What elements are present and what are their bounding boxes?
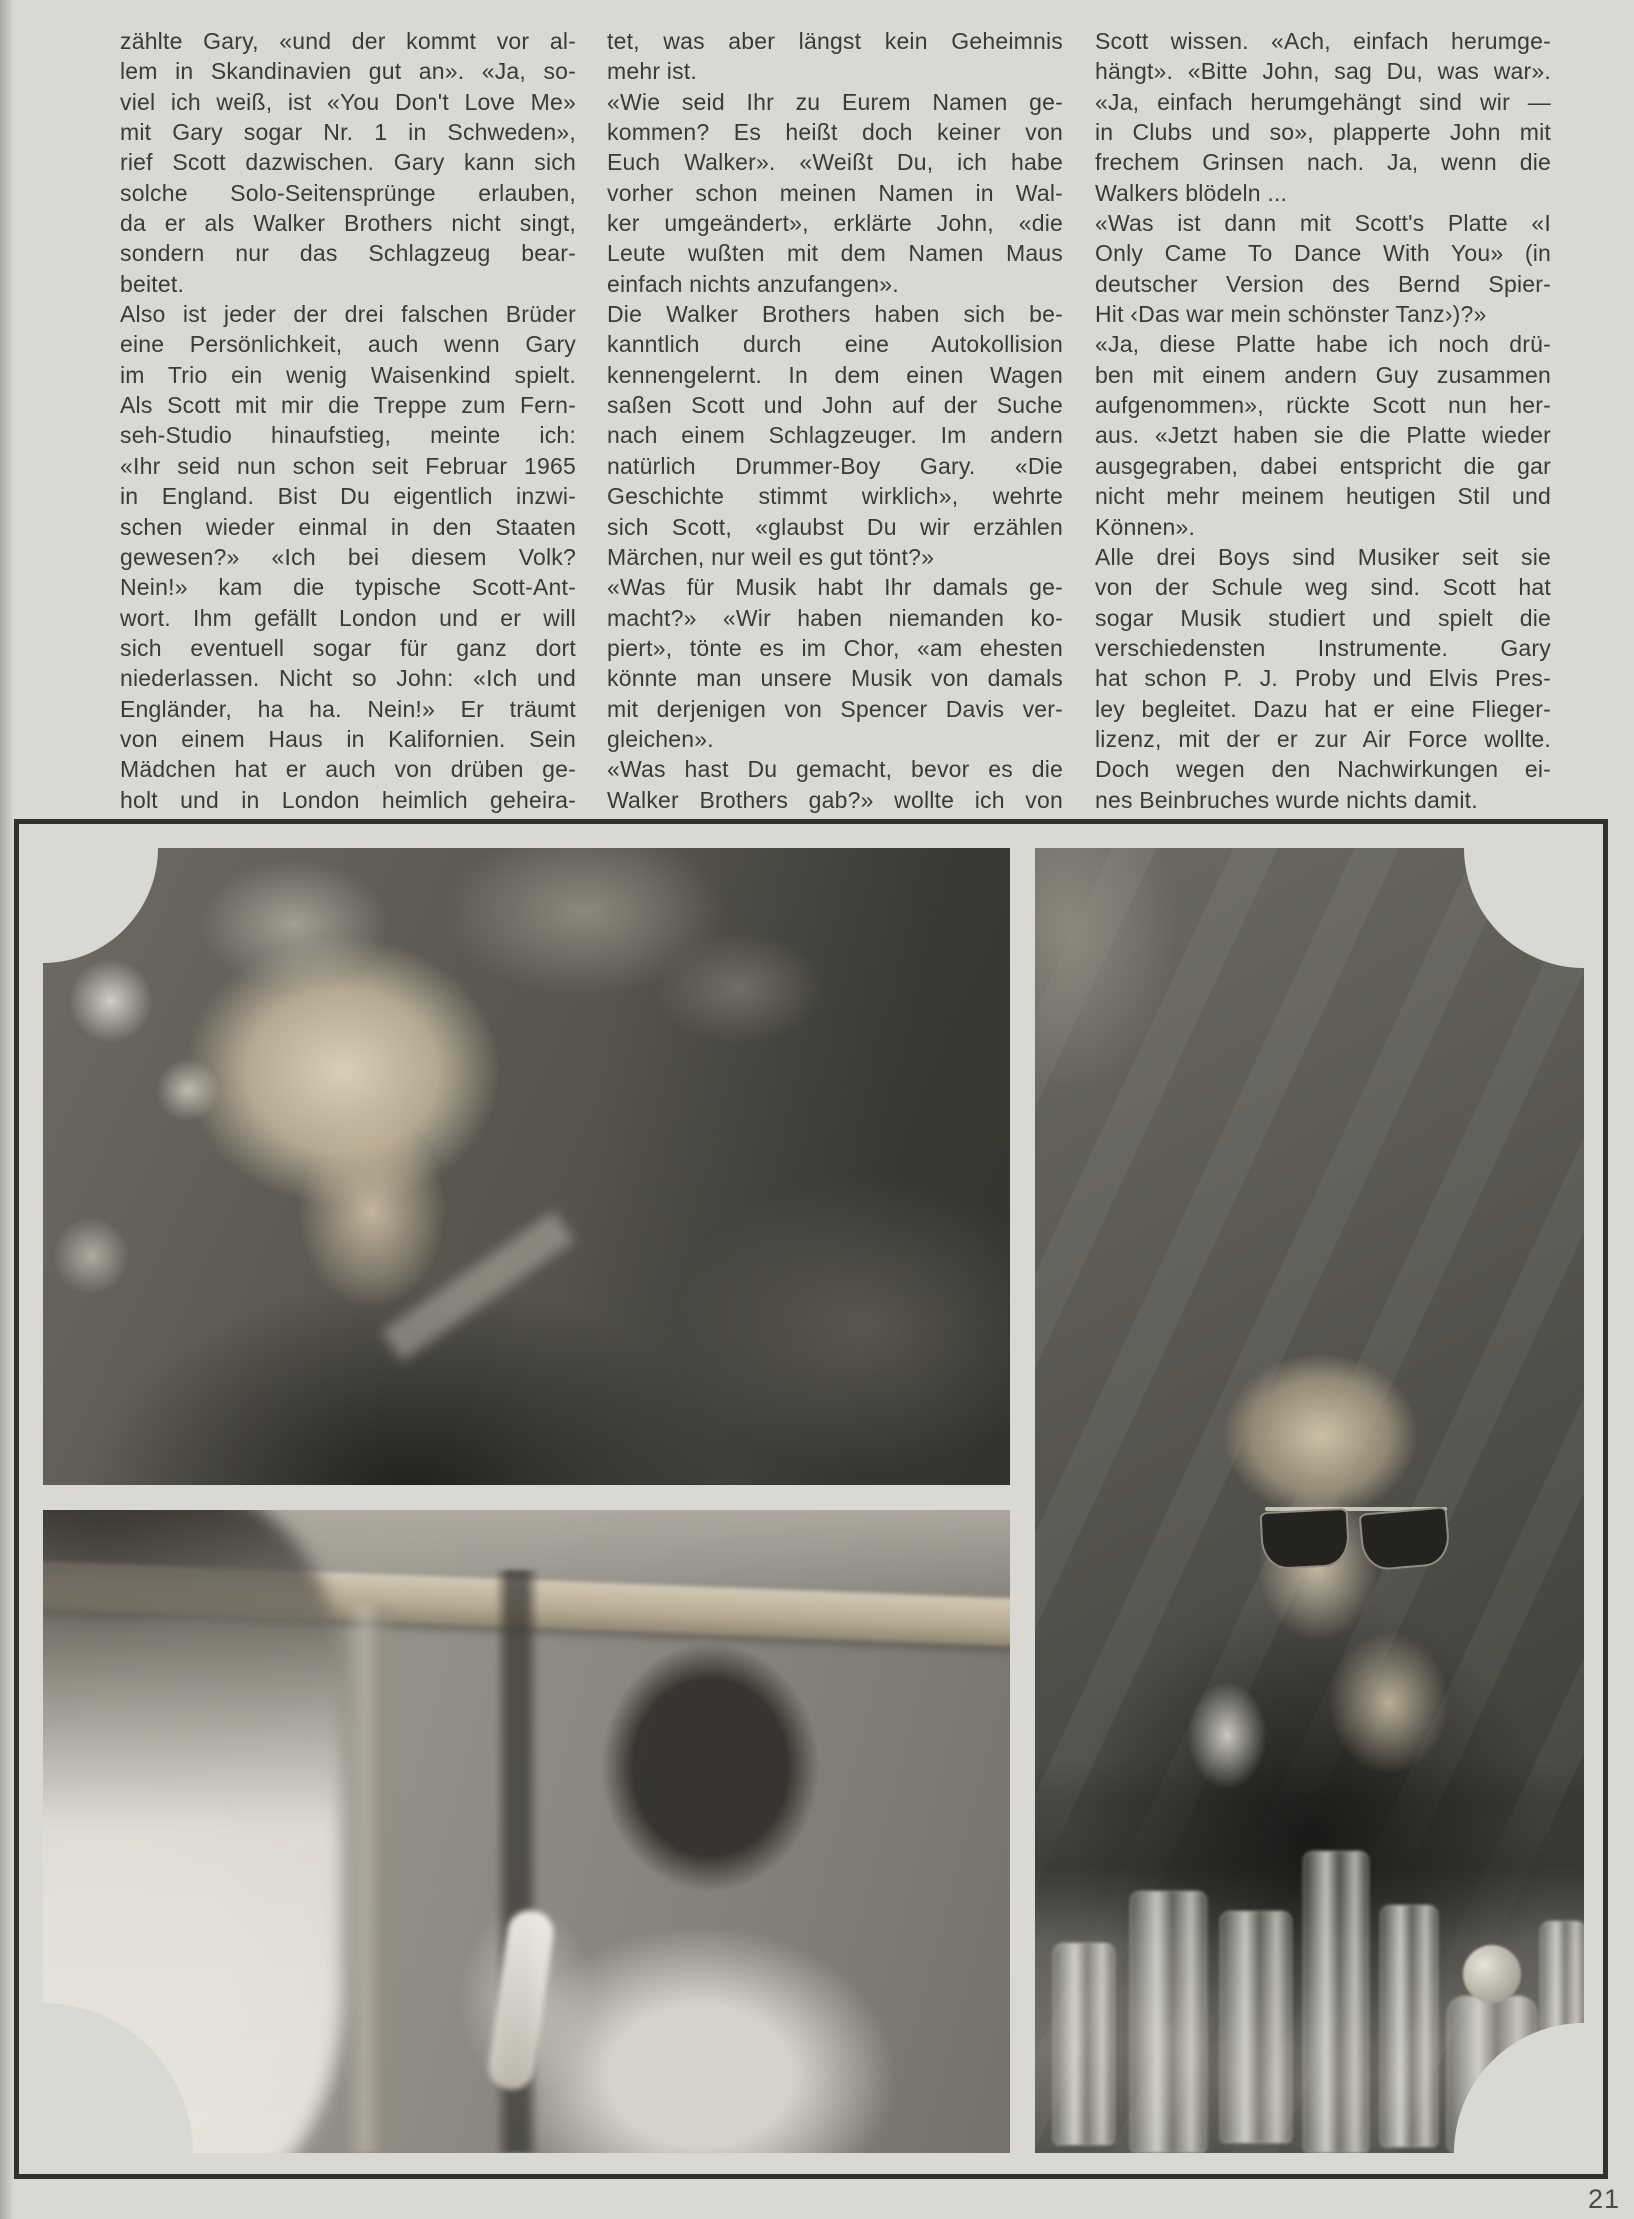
article-line: kennengelernt. In dem einen Wagen [607, 361, 1063, 388]
article-line: deutscher Version des Bernd Spier- [1095, 270, 1551, 297]
article-line: natürlich Drummer-Boy Gary. «Die [607, 452, 1063, 479]
article-line: im Trio ein wenig Waisenkind spielt. [120, 361, 576, 388]
article-line: «Ihr seid nun schon seit Februar 1965 [120, 452, 576, 479]
article-line: holt und in London heimlich geheira- [120, 786, 576, 813]
article-line: Hit ‹Das war mein schönster Tanz›)?» [1095, 301, 1487, 328]
article-line: Alle drei Boys sind Musiker seit sie [1095, 543, 1551, 570]
article-line: in Clubs und so», plapperte John mit [1095, 119, 1551, 146]
article-line: Märchen, nur weil es gut tönt?» [607, 543, 935, 570]
article-line: kommen? Es heißt doch keiner von [607, 119, 1063, 146]
article-line: Geschichte stimmt wirklich», wehrte [607, 483, 1063, 510]
article-line: Walkers blödeln ... [1095, 179, 1288, 206]
article-line: Nein!» kam die typische Scott-Ant- [120, 574, 576, 601]
page-number: 21 [1587, 2184, 1620, 2214]
drinking-glass-shape [1380, 1905, 1438, 2147]
article-line: hängt». «Bitte John, sag Du, was war». [1095, 58, 1551, 85]
article-line: beitet. [120, 270, 185, 297]
corner-notch [1464, 848, 1584, 968]
article-line: verschiedensten Instrumente. Gary [1095, 634, 1551, 661]
article-line: von der Schule weg sind. Scott hat [1095, 574, 1551, 601]
article-line: viel ich weiß, ist «You Don't Love Me» [120, 88, 576, 115]
article-line: gewesen?» «Ich bei diesem Volk? [120, 543, 576, 570]
article-line: sogar Musik studiert und spielt die [1095, 604, 1551, 631]
article-line: Scott wissen. «Ach, einfach herumge- [1095, 28, 1551, 54]
article-line: ley begleitet. Dazu hat er eine Flieger- [1095, 695, 1551, 722]
photo-scott-sunglasses [1035, 848, 1584, 2153]
article-line: gleichen». [607, 725, 714, 752]
guitar-strap-shape [382, 1211, 575, 1361]
article-line: «Ja, diese Platte habe ich noch drü- [1095, 331, 1551, 358]
article-line: von einem Haus in Kalifornien. Sein [120, 725, 576, 752]
article-line: Only Came To Dance With You» (in [1095, 240, 1551, 267]
article-line: sondern nur das Schlagzeug bear- [120, 240, 576, 267]
article-line: macht?» «Wir haben niemanden ko- [607, 604, 1063, 631]
wooden-post-shape [343, 1605, 399, 2153]
sunglasses-left-lens [1260, 1508, 1351, 1571]
article-column-3 [1095, 26, 1551, 815]
article-line: «Wie seid Ihr zu Eurem Namen ge- [607, 88, 1063, 115]
article-line: mit derjenigen von Spencer Davis ver- [607, 695, 1063, 722]
corner-notch [43, 848, 158, 963]
article-line: schen wieder einmal in den Staaten [120, 513, 576, 540]
article-line: Euch Walker». «Weißt Du, ich habe [607, 149, 1063, 176]
article-line: tet, was aber längst kein Geheimnis [607, 28, 1063, 54]
sunglasses-shape [1261, 1502, 1453, 1566]
article-line: ausgegraben, dabei entspricht die gar [1095, 452, 1551, 479]
drinking-glass-shape [1220, 1911, 1292, 2143]
paper-edge-shade [0, 0, 14, 2219]
article-line: zählte Gary, «und der kommt vor al- [120, 28, 576, 54]
article-line: kanntlich durch eine Autokollision [607, 331, 1063, 358]
article-line: ben mit einem andern Guy zusammen [1095, 361, 1551, 388]
article-line: in England. Bist Du eigentlich inzwi- [120, 483, 576, 510]
drinking-glass-shape [1303, 1851, 1369, 2153]
photo-gary-drums [43, 848, 1010, 1485]
article-line: aus. «Jetzt haben sie die Platte wieder [1095, 422, 1551, 449]
article-line: «Ja, einfach herumgehängt sind wir — [1095, 88, 1551, 115]
article-line: hat schon P. J. Proby und Elvis Pres- [1095, 665, 1551, 692]
decanter-stopper-shape [1463, 1945, 1521, 2003]
article-line: einfach nichts anzufangen». [607, 270, 899, 297]
article-line: da er als Walker Brothers nicht singt, [120, 210, 576, 237]
article-line: frechem Grinsen nach. Ja, wenn die [1095, 149, 1551, 176]
article-line: eine Persönlichkeit, auch wenn Gary [120, 331, 576, 358]
article-line: piert», tönte es im Chor, «am ehesten [607, 634, 1063, 661]
drinking-glass-shape [1130, 1891, 1207, 2153]
article-line: Können». [1095, 513, 1196, 540]
article-line: «Was hast Du gemacht, bevor es die [607, 756, 1063, 783]
article-line: Mädchen hat er auch von drüben ge- [120, 756, 576, 783]
article-line: niederlassen. Nicht so John: «Ich und [120, 665, 576, 692]
article-line: wort. Ihm gefällt London und er will [120, 604, 576, 631]
photo-mirror-hairbrush [43, 1510, 1010, 2153]
article-column-1 [120, 26, 576, 815]
article-line: Als Scott mit mir die Treppe zum Fern- [120, 392, 576, 419]
article-line: sich Scott, «glaubst Du wir erzählen [607, 513, 1063, 540]
article-line: seh-Studio hinaufstieg, meinte ich: [120, 422, 576, 449]
sunglasses-right-lens [1359, 1506, 1452, 1571]
article-line: mit Gary sogar Nr. 1 in Schweden», [120, 119, 576, 146]
article-line: rief Scott dazwischen. Gary kann sich [120, 149, 576, 176]
article-line: «Was ist dann mit Scott's Platte «I [1095, 210, 1551, 237]
article-line: mehr ist. [607, 58, 697, 85]
article-line: lizenz, mit der er zur Air Force wollte. [1095, 725, 1551, 752]
article-line: ker umgeändert», erklärte John, «die [607, 210, 1063, 237]
article-line: vorher schon meinen Namen in Wal- [607, 179, 1063, 206]
article-column-2 [607, 26, 1063, 815]
article-line: könnte man unsere Musik von damals [607, 665, 1063, 692]
article-line: solche Solo-Seitensprünge erlauben, [120, 179, 576, 206]
article-line: aufgenommen», rückte Scott nun her- [1095, 392, 1551, 419]
article-line: sich eventuell sogar für ganz dort [120, 634, 576, 661]
article-line: Doch wegen den Nachwirkungen ei- [1095, 756, 1551, 783]
article-line: Also ist jeder der drei falschen Brüder [120, 301, 576, 328]
article-line: nicht mehr meinem heutigen Stil und [1095, 483, 1551, 510]
article-line: nes Beinbruches wurde nichts damit. [1095, 786, 1478, 813]
article-line: Engländer, ha ha. Nein!» Er träumt [120, 695, 576, 722]
article-line: lem in Skandinavien gut an». «Ja, so- [120, 58, 576, 85]
article-line: Walker Brothers gab?» wollte ich von [607, 786, 1063, 813]
article-line: Leute wußten mit dem Namen Maus [607, 240, 1063, 267]
article-line: «Was für Musik habt Ihr damals ge- [607, 574, 1063, 601]
drinking-glass-shape [1053, 1943, 1115, 2145]
article-line: nach einem Schlagzeuger. Im andern [607, 422, 1063, 449]
article-line: Die Walker Brothers haben sich be- [607, 301, 1063, 328]
article-line: saßen Scott und John auf der Suche [607, 392, 1063, 419]
